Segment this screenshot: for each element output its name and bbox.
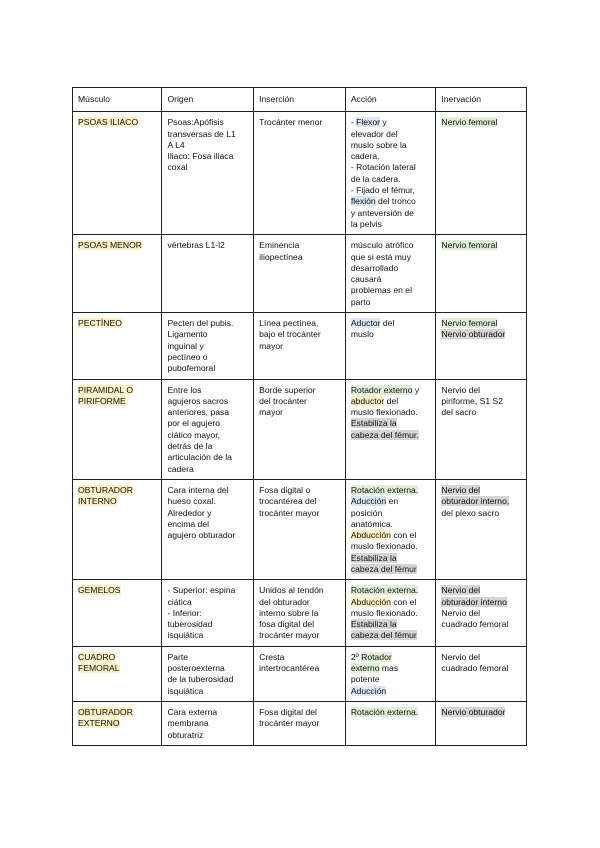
insertion-cell: [254, 112, 346, 235]
cell-text: y: [412, 384, 420, 395]
insertion-cell: [254, 646, 346, 701]
cell-line: Parte: [167, 651, 188, 662]
table-row: [73, 112, 527, 235]
cell-line: Iliaco: Fosa iliaca: [167, 151, 234, 162]
header-inervacion: Inervación: [436, 88, 527, 112]
action-cell: [345, 313, 436, 379]
cell-text: del: [384, 395, 399, 406]
cell-line: ciático mayor,: [167, 429, 220, 440]
insertion-cell: [254, 479, 346, 579]
highlighted-text: Aducción: [350, 685, 387, 696]
cell-line: del obturador: [259, 596, 310, 607]
muscle-name: PIRAMIDAL O PIRIFORME: [78, 384, 134, 406]
cell-line: pubofemoral: [167, 363, 216, 374]
cell-line: intertrocantérea: [259, 663, 320, 674]
cell-line: - Inferior:: [167, 607, 202, 618]
cell-line: Borde superior: [259, 384, 316, 395]
cell-text: con el: [390, 530, 417, 541]
innervation-cell: [436, 701, 527, 745]
cell-line: por el agujero: [167, 418, 221, 429]
innervation-cell: [436, 580, 527, 646]
table-row: [73, 313, 527, 379]
origin-cell: [162, 646, 254, 701]
cell-line: pectíneo o: [167, 351, 208, 362]
cell-line: Psoas:Apófisis: [167, 117, 224, 128]
cell-line: iliopectínea: [259, 251, 303, 262]
cell-line: Cara externa: [167, 706, 218, 717]
highlighted-text: Nervio obturador: [441, 329, 506, 340]
cell-line: cadera: [167, 463, 194, 474]
cell-line: agujeros sacros: [167, 395, 229, 406]
cell-line: Cresta: [259, 651, 285, 662]
cell-text: parto: [350, 296, 371, 307]
cell-text: y anteversión de: [350, 207, 414, 218]
cell-line: articulación de la: [167, 452, 232, 463]
cell-text: - Fijado el fémur,: [350, 185, 415, 196]
highlighted-text: Aductor: [350, 318, 381, 329]
cell-line: interno sobre la: [259, 607, 319, 618]
highlighted-text: cabeza del fémur: [350, 563, 417, 574]
highlighted-text: Estabiliza la: [350, 619, 397, 630]
cell-text: muslo sobre la: [350, 139, 407, 150]
cell-line: isquiática: [167, 630, 204, 641]
cell-line: anteriores, pasa: [167, 407, 230, 418]
highlighted-text: Nervio del: [441, 585, 481, 596]
origin-cell: [162, 313, 254, 379]
muscle-name-cell: [73, 701, 162, 745]
origin-cell: [162, 235, 254, 313]
muscle-name-cell: [73, 313, 162, 379]
origin-cell: [162, 701, 254, 745]
cell-text: de la cadera.: [350, 173, 401, 184]
cell-line: Entre los: [167, 384, 202, 395]
cell-text: y: [379, 117, 387, 128]
highlighted-text: Abducción: [350, 530, 391, 541]
cell-line: Fosa digital del: [259, 706, 317, 717]
insertion-cell: [254, 701, 346, 745]
highlighted-text: Rotación externa.: [350, 484, 419, 495]
cell-line: bajo el trocánter: [259, 329, 321, 340]
muscle-name: PSOAS ILIACO: [78, 117, 139, 128]
cell-line: trocánter mayor: [259, 507, 320, 518]
cell-text: potente: [350, 674, 380, 685]
cell-line: Alrededor y: [167, 507, 212, 518]
cell-text: piriforme, S1 S2: [441, 395, 504, 406]
origin-cell: [162, 112, 254, 235]
muscle-name-cell: [73, 235, 162, 313]
cell-text: del: [380, 318, 395, 329]
cell-line: hueso coxal.: [167, 496, 216, 507]
cell-line: de la tuberosidad: [167, 674, 234, 685]
cell-line: encima del: [167, 518, 210, 529]
insertion-cell: [254, 313, 346, 379]
muscle-name: OBTURADOR EXTERNO: [78, 706, 133, 729]
table-body: [73, 112, 527, 746]
cell-line: obturatriz: [167, 729, 204, 740]
cell-line: inguinal y: [167, 340, 204, 351]
cell-line: - Superior: espina: [167, 585, 236, 596]
cell-line: Línea pectínea,: [259, 318, 319, 329]
cell-text: causará: [350, 274, 382, 285]
action-cell: [345, 235, 436, 313]
muscle-name-cell: [73, 646, 162, 701]
cell-line: coxal: [167, 162, 188, 173]
cell-text: en: [386, 496, 399, 507]
cell-text: mas: [379, 663, 399, 674]
muscle-name: CUADRO FEMORAL: [78, 651, 120, 674]
cell-text: muslo flexionado.: [350, 407, 418, 418]
cell-text: desarrollado: [350, 262, 399, 273]
table-row: [73, 580, 527, 646]
cell-line: vértebras L1-l2: [167, 240, 225, 251]
origin-cell: [162, 479, 254, 579]
cell-line: del trocánter: [259, 395, 307, 406]
cell-line: transversas de L1: [167, 128, 236, 139]
cell-line: membrana: [167, 718, 209, 729]
highlighted-text: cabeza del fémur: [350, 630, 417, 641]
highlighted-text: Nervio obturador: [441, 706, 506, 717]
innervation-cell: [436, 313, 527, 379]
cell-line: agujero obturador: [167, 530, 236, 541]
cell-text: músculo atrófico: [350, 240, 414, 251]
table-header-row: [73, 88, 527, 112]
header-musculo: Músculo: [73, 88, 162, 112]
highlighted-text: flexión: [350, 196, 376, 207]
muscle-name-cell: [73, 479, 162, 579]
cell-text: Nervio del: [441, 384, 481, 395]
insertion-cell: [254, 235, 346, 313]
highlighted-text: externo: [350, 663, 380, 674]
cell-text: con el: [390, 596, 417, 607]
innervation-cell: [436, 235, 527, 313]
highlighted-text: Abducción: [350, 596, 391, 607]
insertion-cell: [254, 580, 346, 646]
origin-cell: [162, 379, 254, 479]
cell-line: ciática: [167, 596, 192, 607]
cell-line: Eminencia: [259, 240, 300, 251]
action-cell: [345, 646, 436, 701]
cell-text: Nervio del: [441, 607, 481, 618]
table-row: [73, 701, 527, 745]
cell-text: del plexo sacro: [441, 507, 500, 518]
cell-text: elevador del: [350, 128, 398, 139]
muscle-name: PSOAS MENOR: [78, 240, 142, 251]
cell-text: que si está muy: [350, 251, 412, 262]
action-cell: [345, 580, 436, 646]
muscle-name: OBTURADOR INTERNO: [78, 484, 133, 507]
table-row: [73, 379, 527, 479]
highlighted-text: Rotador externo: [350, 384, 413, 395]
highlighted-text: cabeza del fémur.: [350, 429, 419, 440]
cell-line: Trocánter menor: [259, 117, 323, 128]
cell-line: isquiática: [167, 685, 204, 696]
header-origen: Origen: [162, 88, 254, 112]
cell-text: cuadrado femoral: [441, 619, 509, 630]
cell-line: detrás de la: [167, 441, 213, 452]
cell-line: trocantérea del: [259, 496, 317, 507]
cell-text: muslo flexionado.: [350, 541, 418, 552]
cell-text: cadera.: [350, 151, 380, 162]
highlighted-text: Flexor: [356, 117, 380, 128]
table-row: [73, 479, 527, 579]
highlighted-text: Nervio femoral: [441, 240, 498, 251]
action-cell: [345, 701, 436, 745]
highlighted-text: Rotación externa.: [350, 585, 419, 596]
highlighted-text: Estabiliza la: [350, 552, 397, 563]
cell-text: muslo flexionado.: [350, 607, 418, 618]
highlighted-text: abductor: [350, 395, 385, 406]
cell-line: Ligamento: [167, 329, 208, 340]
cell-text: 2º: [350, 651, 362, 662]
cell-text: posición: [350, 507, 383, 518]
highlighted-text: Nervio femoral: [441, 117, 498, 128]
cell-text: la pelvis: [350, 218, 382, 229]
action-cell: [345, 112, 436, 235]
header-insercion: Inserción: [254, 88, 346, 112]
highlighted-text: Rotador: [361, 651, 392, 662]
cell-text: del sacro: [441, 407, 477, 418]
highlighted-text: Nervio femoral: [441, 318, 498, 329]
action-cell: [345, 379, 436, 479]
cell-text: problemas en el: [350, 285, 412, 296]
cell-line: tuberosidad: [167, 619, 213, 630]
cell-line: A L4: [167, 139, 185, 150]
cell-line: mayor: [259, 340, 284, 351]
table-row: [73, 646, 527, 701]
muscle-name-cell: [73, 112, 162, 235]
cell-line: mayor: [259, 407, 284, 418]
highlighted-text: Nervio del: [441, 484, 481, 495]
muscle-name-cell: [73, 580, 162, 646]
cell-line: Fosa digital o: [259, 484, 311, 495]
highlighted-text: Estabiliza la: [350, 418, 397, 429]
innervation-cell: [436, 379, 527, 479]
insertion-cell: [254, 379, 346, 479]
cell-text: -: [350, 117, 357, 128]
origin-cell: [162, 580, 254, 646]
cell-text: Nervio del: [441, 651, 481, 662]
innervation-cell: [436, 646, 527, 701]
cell-line: Unidos al tendón: [259, 585, 324, 596]
header-accion: Acción: [345, 88, 436, 112]
innervation-cell: [436, 112, 527, 235]
cell-text: muslo: [350, 329, 374, 340]
cell-line: trocánter mayor: [259, 718, 320, 729]
cell-text: del tronco: [375, 196, 416, 207]
highlighted-text: Aducción: [350, 496, 387, 507]
innervation-cell: [436, 479, 527, 579]
cell-text: - Rotación lateral: [350, 162, 416, 173]
muscle-name: GEMELOS: [78, 585, 121, 596]
muscle-name-cell: [73, 379, 162, 479]
cell-line: Cara interna del: [167, 484, 229, 495]
highlighted-text: obturador interno,: [441, 496, 510, 507]
cell-text: anatómica.: [350, 518, 393, 529]
action-cell: [345, 479, 436, 579]
table-row: [73, 235, 527, 313]
cell-text: cuadrado femoral: [441, 663, 509, 674]
cell-line: Pecten del pubis.: [167, 318, 234, 329]
highlighted-text: obturador interno: [441, 596, 507, 607]
muscle-name: PECTÍNEO: [78, 318, 122, 329]
cell-line: fosa digital del: [259, 619, 315, 630]
cell-line: posteroexterna: [167, 663, 225, 674]
muscle-table: [72, 87, 527, 746]
cell-line: trocánter mayor: [259, 630, 320, 641]
highlighted-text: Rotación externa.: [350, 706, 419, 717]
